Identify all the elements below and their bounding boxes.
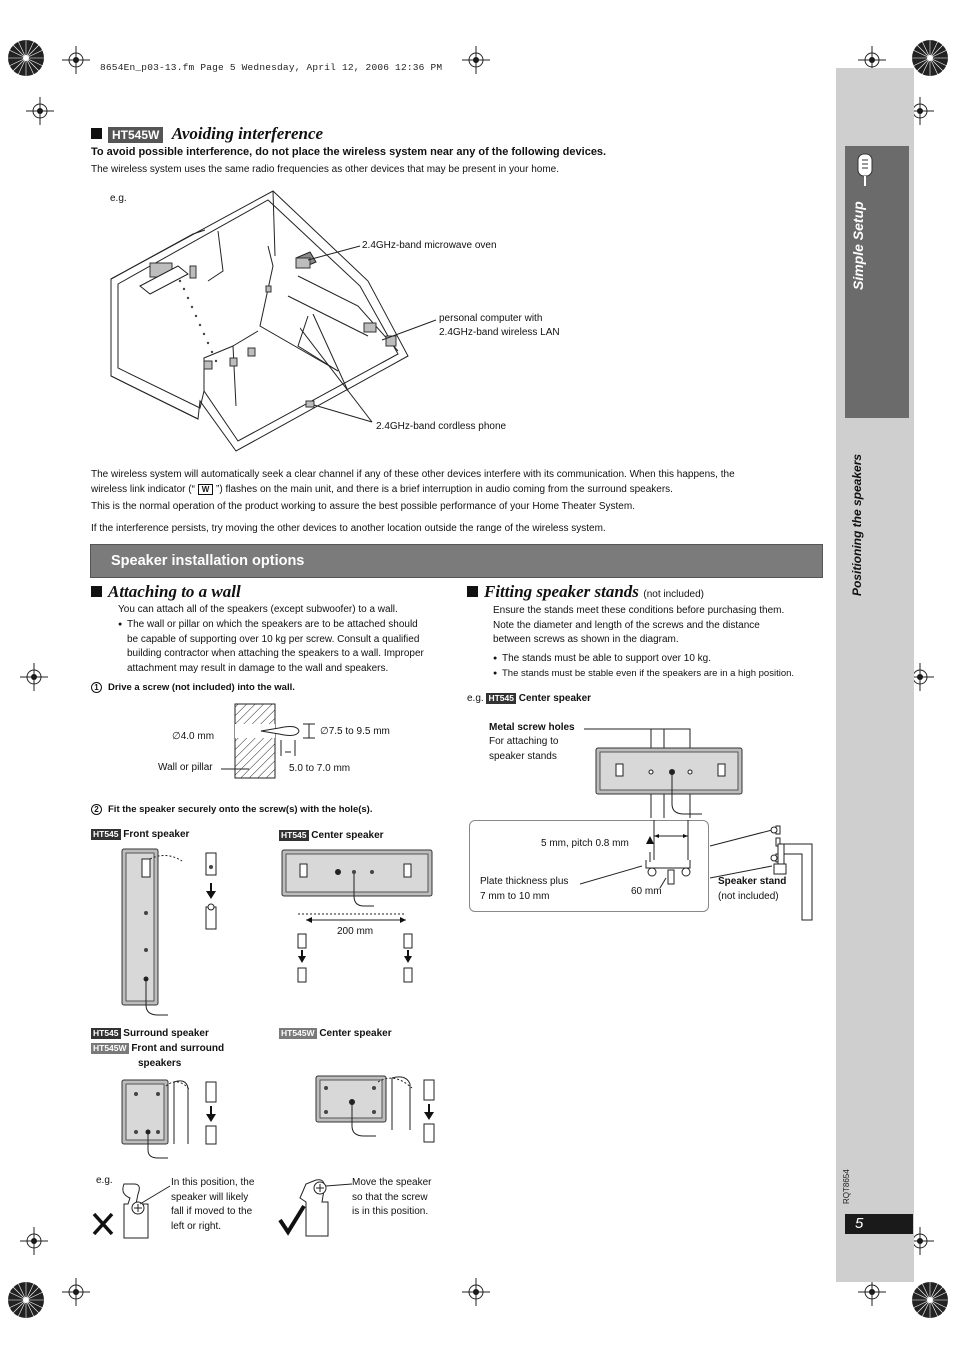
model-tag: HT545W — [108, 127, 163, 143]
sidebar-section-title: Simple Setup — [850, 201, 866, 290]
screw-protrusion: 5.0 to 7.0 mm — [289, 763, 351, 774]
interference-intro: The wireless system uses the same radio frequencies as other devices that may be present in your home. — [91, 164, 560, 175]
wall-step-1: 1 Drive a screw (not included) into the wall. — [91, 682, 295, 693]
callout-pc-line-2: 2.4GHz-band wireless LAN — [439, 327, 560, 338]
wall-bullet: ● The wall or pillar on which the speakers are to be attached should be capable of supporting over 10 kg per screw. Consult a qualified building contractor when attaching the speakers to a wall. Improper attachment may result in damage to the wall and speakers. — [118, 618, 458, 676]
surround-speaker-diagram — [118, 1074, 238, 1162]
speaker-stand-label: Speaker stand (not included) — [718, 876, 787, 902]
metal-screw-holes-title: Metal screw holes — [489, 722, 575, 733]
stands-bullets: ● The stands must be able to support over 10 kg. ● The stands must be stable even if the speakers are in a high position. — [493, 652, 828, 681]
plate-thickness-label: Plate thickness plus 7 mm to 10 mm — [480, 876, 569, 902]
wall-or-pillar-label: Wall or pillar — [158, 762, 213, 773]
speaker-installation-bar: Speaker installation options — [90, 544, 823, 578]
screw-detail-diagram — [580, 800, 830, 930]
wrong-position-diagram — [90, 1180, 174, 1242]
right-position-note: Move the speaker so that the screw is in this position. — [352, 1177, 432, 1217]
interference-paragraph-1: The wireless system will automatically seek a clear channel if any of these other devices interfere with its communication. When this happens, the wireless link indicator (“ W ”) flashes on the main unit, and there is a brief interruption in audio coming from the surround speakers. — [91, 469, 735, 495]
center-speaker-dimension: 200 mm — [337, 926, 374, 937]
center-speaker-diagram — [278, 846, 438, 986]
square-bullet-icon — [91, 586, 102, 597]
eg-label-2: e.g. — [96, 1175, 113, 1186]
section-title: Avoiding interference — [171, 124, 324, 143]
metal-screw-holes-desc: For attaching to speaker stands — [489, 736, 559, 762]
wireless-indicator-icon: W — [198, 484, 214, 495]
wrong-position-note: In this position, the speaker will likely fall if moved to the left or right. — [171, 1177, 255, 1232]
interference-paragraph-3: If the interference persists, try moving the other devices to another location outside the range of the wireless system. — [91, 523, 606, 534]
callout-lines — [300, 240, 440, 440]
interference-paragraph-2: This is the normal operation of the product working to assure the best possible performance of your Home Theater System. — [91, 501, 635, 512]
front-speaker-label: HT545 Front speaker — [93, 829, 190, 840]
sixty-mm-label: 60 mm — [631, 886, 662, 897]
callout-phone: 2.4GHz-band cordless phone — [376, 421, 507, 432]
registration-mark — [26, 97, 54, 125]
eg-label: e.g. — [110, 193, 127, 204]
wall-intro: You can attach all of the speakers (except subwoofer) to a wall. — [118, 604, 398, 615]
wall-heading — [91, 582, 241, 602]
plug-icon — [852, 152, 878, 188]
section-title: Attaching to a wall — [108, 582, 241, 601]
registration-mark — [20, 1227, 48, 1255]
color-bar-sunburst — [6, 38, 46, 78]
center-speaker-w-label: HT545W Center speaker — [281, 1028, 392, 1039]
stands-intro: Ensure the stands meet these conditions before purchasing them. Note the diameter and length of the screws and the distance between screws as shown in the diagram. — [493, 605, 785, 645]
square-bullet-icon — [91, 128, 102, 139]
registration-mark — [62, 1278, 90, 1306]
screw-head-diameter: ∅7.5 to 9.5 mm — [320, 726, 390, 737]
callout-microwave: 2.4GHz-band microwave oven — [362, 240, 497, 251]
front-speaker-diagram — [118, 845, 238, 1020]
screw-diameter-4: ∅4.0 mm — [172, 731, 215, 742]
stands-heading — [467, 582, 704, 602]
registration-mark — [462, 1278, 490, 1306]
center-speaker-label: HT545 Center speaker — [281, 830, 384, 841]
section-title: Fitting speaker stands — [484, 582, 639, 601]
registration-mark — [462, 46, 490, 74]
color-bar-sunburst — [910, 1280, 950, 1320]
registration-mark — [858, 1278, 886, 1306]
document-code: RQT8654 — [842, 1169, 851, 1204]
registration-mark — [62, 46, 90, 74]
stands-eg-label: e.g. HT545 Center speaker — [467, 693, 592, 704]
screw-pitch-label: 5 mm, pitch 0.8 mm — [541, 838, 629, 849]
interference-lead: To avoid possible interference, do not place the wireless system near any of the following devices. — [91, 146, 607, 158]
square-bullet-icon — [467, 586, 478, 597]
page-number: 5 — [845, 1214, 913, 1234]
color-bar-sunburst — [910, 38, 950, 78]
right-position-diagram — [278, 1174, 358, 1240]
center-speaker-w-diagram — [312, 1070, 442, 1160]
wall-leader-line — [221, 766, 251, 772]
file-header-line: 8654En_p03-13.fm Page 5 Wednesday, April 12, 2006 12:36 PM — [100, 62, 443, 73]
callout-pc-line-1: personal computer with — [439, 313, 543, 324]
wall-step-2: 2 Fit the speaker securely onto the screw(s) with the hole(s). — [91, 804, 372, 815]
color-bar-sunburst — [6, 1280, 46, 1320]
front-surround-label: HT545W Front and surround speakers — [93, 1043, 225, 1069]
sidebar-subsection-title: Positioning the speakers — [850, 453, 864, 596]
registration-mark — [20, 663, 48, 691]
interference-heading — [91, 124, 323, 144]
stands-title-note: (not included) — [643, 589, 704, 600]
surround-speaker-label: HT545 Surround speaker — [93, 1028, 209, 1039]
